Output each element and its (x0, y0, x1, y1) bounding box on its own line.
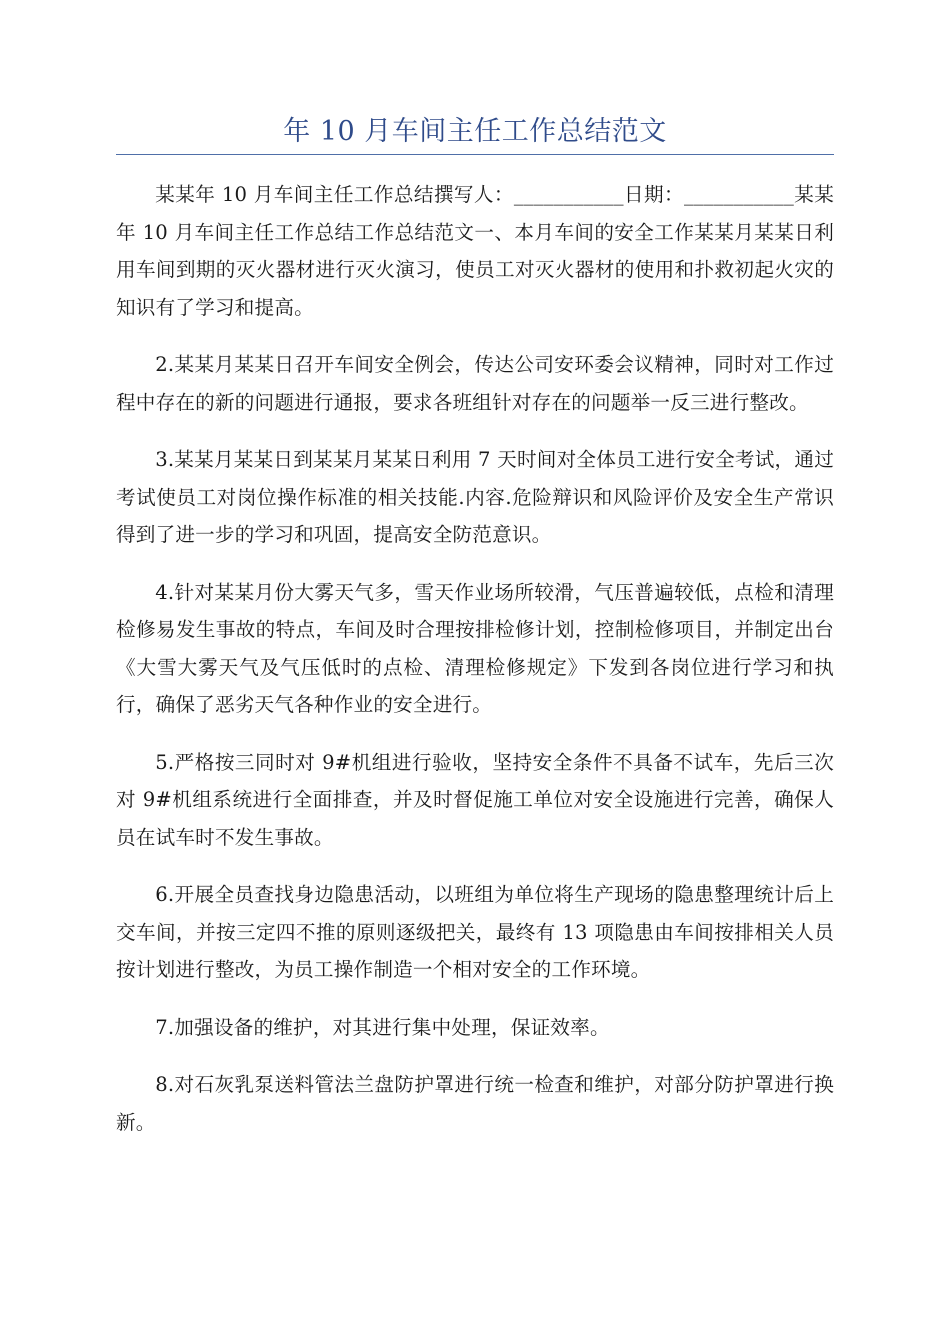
paragraph-item-3: 3.某某月某某日到某某月某某日利用 7 天时间对全体员工进行安全考试，通过考试使员工对岗位操作标准的相关技能.内容.危险辩识和风险评价及安全生产常识得到了进一步的学习和巩固，提高安全防范意识。 (116, 448, 834, 546)
page-title: 年 10 月车间主任工作总结范文 (283, 116, 667, 147)
paragraph-item-4: 4.针对某某月份大雾天气多，雪天作业场所较滑，气压普遍较低，点检和清理检修易发生事故的特点，车间及时合理按排检修计划，控制检修项目，并制定出台《大雪大雾天气及气压低时的点检、清理检修规定》下发到各岗位进行学习和执行，确保了恶劣天气各种作业的安全进行。 (116, 580, 834, 716)
document-body (116, 176, 834, 1161)
paragraph-item-7: 7.加强设备的维护，对其进行集中处理，保证效率。 (155, 1015, 610, 1039)
paragraph-item-2: 2.某某月某某日召开车间安全例会，传达公司安环委会议精神，同时对工作过程中存在的新的问题进行通报，要求各班组针对存在的问题举一反三进行整改。 (116, 353, 834, 414)
paragraph-item-5: 5.严格按三同时对 9#机组进行验收，坚持安全条件不具备不试车，先后三次对 9#机组系统进行全面排查，并及时督促施工单位对安全设施进行完善，确保人员在试车时不发生事故。 (116, 750, 834, 849)
paragraph-item-6: 6.开展全员查找身边隐患活动，以班组为单位将生产现场的隐患整理统计后上交车间，并按三定四不推的原则逐级把关，最终有 13 项隐患由车间按排相关人员按计划进行整改，为员工操作制造一个相对安全的工作环境。 (116, 883, 834, 981)
paragraph-item-8: 8.对石灰乳泵送料管法兰盘防护罩进行统一检查和维护，对部分防护罩进行换新。 (116, 1073, 834, 1134)
paragraph-intro: 某某年 10 月车间主任工作总结撰写人：___________日期：___________某某年 10 月车间主任工作总结工作总结范文一、本月车间的安全工作某某月某某日利用车间到期的灭火器材进行灭火演习，使员工对灭火器材的使用和扑救初起火灾的知识有了学习和提高。 (116, 183, 834, 319)
title-underline (116, 154, 834, 155)
